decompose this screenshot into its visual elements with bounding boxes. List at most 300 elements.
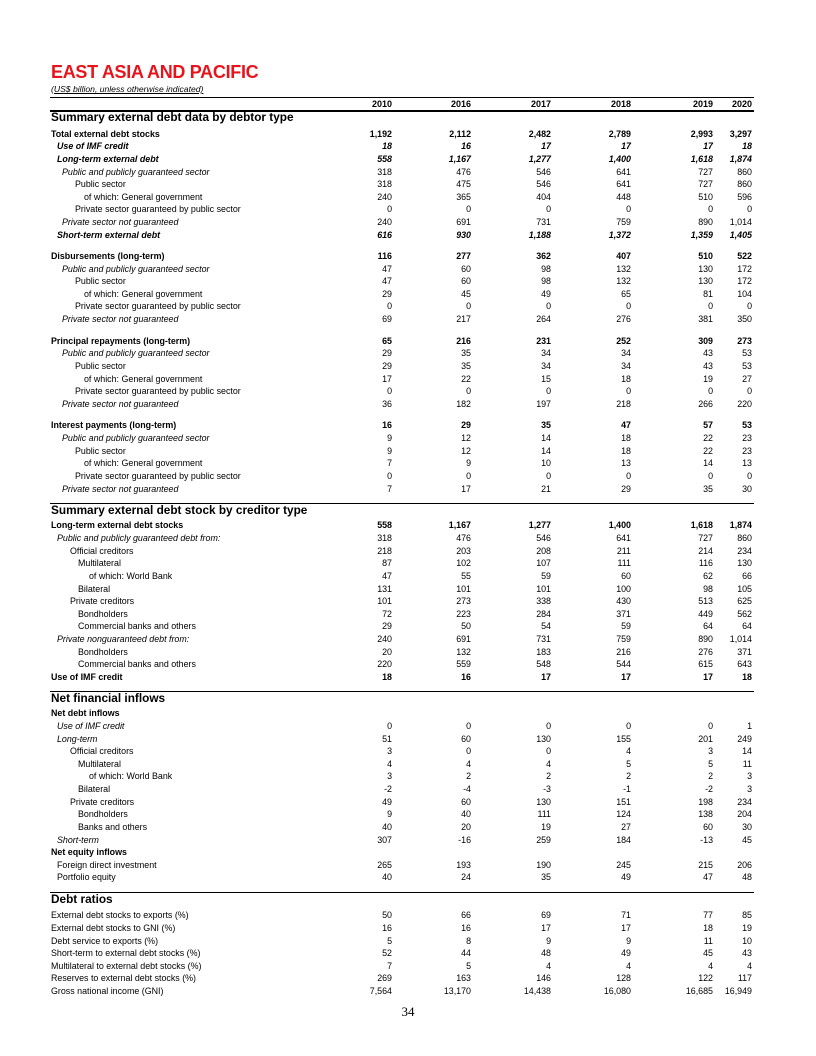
cell-2019: -2 (705, 784, 713, 794)
cell-2017: 546 (536, 167, 551, 177)
cell-2018: 245 (616, 860, 631, 870)
cell-2020: 43 (742, 948, 752, 958)
table-row (0, 250, 816, 262)
cell-2016: 9 (466, 458, 471, 468)
year-col-2016: 2016 (450, 99, 471, 109)
row-label: Short-term (57, 835, 99, 845)
section-heading (0, 505, 816, 517)
row-label: of which: General government (84, 374, 203, 384)
cell-2019: 727 (698, 533, 713, 543)
table-row (0, 470, 816, 482)
cell-2020: 30 (742, 822, 752, 832)
cell-2010: 47 (382, 571, 392, 581)
row-label: Multilateral (78, 759, 121, 769)
table-row (0, 821, 816, 833)
cell-2018: 211 (616, 546, 631, 556)
cell-2018: 155 (616, 734, 631, 744)
cell-2019: 1,618 (690, 154, 713, 164)
cell-2020: 23 (742, 446, 752, 456)
year-col-2018: 2018 (610, 99, 631, 109)
cell-2017: 15 (541, 374, 551, 384)
cell-2010: 87 (382, 558, 392, 568)
row-label: Private sector guaranteed by public sector (75, 301, 241, 311)
cell-2010: 307 (377, 835, 392, 845)
row-label: Official creditors (70, 546, 134, 556)
cell-2010: 3 (387, 746, 392, 756)
cell-2017: -3 (543, 784, 551, 794)
cell-2017: 101 (536, 584, 551, 594)
table-row (0, 229, 816, 241)
cell-2017: 284 (536, 609, 551, 619)
cell-2016: 44 (461, 948, 471, 958)
table-row (0, 720, 816, 732)
cell-2016: 365 (456, 192, 471, 202)
row-label: Long-term external debt stocks (51, 520, 184, 530)
row-label: External debt stocks to GNI (%) (51, 923, 176, 933)
cell-2010: 318 (377, 179, 392, 189)
table-row (0, 419, 816, 431)
cell-2017: 9 (546, 936, 551, 946)
row-label: of which: World Bank (89, 571, 173, 581)
cell-2018: 0 (626, 386, 631, 396)
cell-2010: 131 (377, 584, 392, 594)
cell-2020: 562 (737, 609, 752, 619)
row-label: Official creditors (70, 746, 134, 756)
cell-2019: 1,359 (690, 230, 713, 240)
cell-2019: 198 (698, 797, 713, 807)
table-row (0, 633, 816, 645)
cell-2017: 14,438 (523, 986, 551, 996)
cell-2017: 146 (536, 973, 551, 983)
cell-2019: 43 (703, 361, 713, 371)
cell-2010: 4 (387, 759, 392, 769)
row-label: Private sector guaranteed by public sector (75, 471, 241, 481)
cell-2017: 48 (541, 948, 551, 958)
cell-2020: 18 (742, 672, 752, 682)
row-label: Debt ratios (51, 892, 113, 906)
cell-2018: 4 (626, 961, 631, 971)
cell-2020: 0 (747, 471, 752, 481)
cell-2016: 40 (461, 809, 471, 819)
cell-2017: 0 (546, 471, 551, 481)
cell-2020: 3 (747, 784, 752, 794)
row-label: External debt stocks to exports (%) (51, 910, 189, 920)
cell-2020: 48 (742, 872, 752, 882)
cell-2020: 11 (742, 759, 752, 769)
cell-2018: 100 (616, 584, 631, 594)
cell-2016: 273 (456, 596, 471, 606)
cell-2020: 16,949 (724, 986, 752, 996)
cell-2018: 111 (617, 558, 631, 568)
cell-2010: 49 (382, 797, 392, 807)
cell-2010: 47 (382, 264, 392, 274)
cell-2017: 19 (541, 822, 551, 832)
cell-2017: 546 (536, 179, 551, 189)
table-row (0, 313, 816, 325)
cell-2018: 27 (621, 822, 631, 832)
table-row (0, 140, 816, 152)
cell-2018: 16,080 (603, 986, 631, 996)
cell-2018: 18 (621, 433, 631, 443)
cell-2010: 101 (377, 596, 392, 606)
table-row (0, 398, 816, 410)
cell-2020: 371 (737, 647, 752, 657)
cell-2017: 34 (541, 361, 551, 371)
table-row (0, 583, 816, 595)
cell-2016: 35 (461, 348, 471, 358)
table-row (0, 347, 816, 359)
row-label: Disbursements (long-term) (51, 251, 165, 261)
cell-2018: 407 (616, 251, 631, 261)
cell-2016: 60 (461, 264, 471, 274)
section-heading (0, 894, 816, 906)
cell-2019: 215 (698, 860, 713, 870)
cell-2017: 231 (536, 336, 551, 346)
cell-2018: 0 (626, 721, 631, 731)
cell-2018: 2 (626, 771, 631, 781)
cell-2020: 27 (742, 374, 752, 384)
cell-2017: 4 (546, 961, 551, 971)
cell-2019: 449 (698, 609, 713, 619)
cell-2019: 81 (703, 289, 713, 299)
cell-2017: 197 (536, 399, 551, 409)
cell-2018: 0 (626, 301, 631, 311)
cell-2019: 2 (708, 771, 713, 781)
cell-2018: 128 (616, 973, 631, 983)
row-label: Long-term (57, 734, 98, 744)
cell-2016: 102 (456, 558, 471, 568)
cell-2016: 2 (466, 771, 471, 781)
cell-2020: 53 (742, 361, 752, 371)
cell-2018: 17 (621, 672, 631, 682)
cell-2016: 132 (456, 647, 471, 657)
cell-2018: 371 (616, 609, 631, 619)
cell-2020: 3 (747, 771, 752, 781)
cell-2019: 17 (703, 672, 713, 682)
row-label: of which: General government (84, 192, 203, 202)
cell-2016: 0 (466, 386, 471, 396)
cell-2017: 35 (541, 872, 551, 882)
cell-2020: 53 (742, 420, 752, 430)
cell-2017: 59 (541, 571, 551, 581)
cell-2020: 1,874 (729, 520, 752, 530)
row-label: Interest payments (long-term) (51, 420, 177, 430)
cell-2018: 49 (621, 948, 631, 958)
cell-2019: 77 (703, 910, 713, 920)
cell-2016: 476 (456, 167, 471, 177)
cell-2017: 0 (546, 301, 551, 311)
cell-2020: 249 (737, 734, 752, 744)
table-row (0, 972, 816, 984)
cell-2016: 0 (466, 746, 471, 756)
cell-2017: 34 (541, 348, 551, 358)
cell-2020: 172 (737, 264, 752, 274)
cell-2018: 49 (621, 872, 631, 882)
cell-2019: 130 (698, 276, 713, 286)
cell-2010: 40 (382, 872, 392, 882)
cell-2020: 66 (742, 571, 752, 581)
cell-2018: 0 (626, 204, 631, 214)
cell-2016: 559 (456, 659, 471, 669)
table-row (0, 783, 816, 795)
row-label: Public sector (75, 276, 126, 286)
cell-2016: 29 (461, 420, 471, 430)
cell-2020: 172 (737, 276, 752, 286)
row-label: Debt service to exports (%) (51, 936, 159, 946)
cell-2017: 208 (536, 546, 551, 556)
cell-2016: 12 (461, 446, 471, 456)
cell-2018: 430 (616, 596, 631, 606)
cell-2010: 65 (382, 336, 392, 346)
cell-2016: 60 (461, 797, 471, 807)
cell-2017: 4 (546, 759, 551, 769)
cell-2020: 860 (737, 179, 752, 189)
cell-2019: 16,685 (685, 986, 713, 996)
cell-2016: 22 (461, 374, 471, 384)
table-row (0, 909, 816, 921)
row-label: Public sector (75, 361, 126, 371)
cell-2010: 9 (387, 433, 392, 443)
cell-2020: 117 (737, 973, 752, 983)
cell-2017: 17 (541, 672, 551, 682)
cell-2019: 60 (703, 822, 713, 832)
row-label: Short-term external debt (57, 230, 161, 240)
row-label: Public sector (75, 446, 126, 456)
cell-2018: 132 (616, 264, 631, 274)
cell-2019: 43 (703, 348, 713, 358)
row-label: Use of IMF credit (51, 672, 123, 682)
cell-2019: 57 (703, 420, 713, 430)
cell-2010: 218 (377, 546, 392, 556)
cell-2019: 18 (703, 923, 713, 933)
table-row (0, 808, 816, 820)
row-label: Public sector (75, 179, 126, 189)
cell-2016: 0 (466, 301, 471, 311)
table-row (0, 935, 816, 947)
cell-2017: 1,277 (528, 154, 551, 164)
cell-2019: 138 (698, 809, 713, 819)
cell-2018: 13 (621, 458, 631, 468)
cell-2020: 10 (742, 936, 752, 946)
cell-2016: 182 (456, 399, 471, 409)
year-col-2017: 2017 (530, 99, 551, 109)
header-top-rule (50, 97, 754, 98)
cell-2017: 69 (541, 910, 551, 920)
table-row (0, 859, 816, 871)
table-row (0, 532, 816, 544)
cell-2010: 72 (382, 609, 392, 619)
cell-2019: 3 (708, 746, 713, 756)
cell-2018: 47 (621, 420, 631, 430)
table-row (0, 432, 816, 444)
cell-2010: -2 (384, 784, 392, 794)
cell-2020: 23 (742, 433, 752, 443)
cell-2020: 130 (737, 558, 752, 568)
cell-2018: 448 (616, 192, 631, 202)
cell-2020: 85 (742, 910, 752, 920)
table-row (0, 646, 816, 658)
cell-2018: 641 (616, 167, 631, 177)
cell-2020: 522 (737, 251, 752, 261)
table-row (0, 545, 816, 557)
table-row (0, 457, 816, 469)
cell-2010: 116 (377, 251, 392, 261)
row-label: Bilateral (78, 784, 111, 794)
cell-2010: 18 (382, 141, 392, 151)
row-label: Portfolio equity (57, 872, 116, 882)
cell-2016: 4 (466, 759, 471, 769)
cell-2019: 5 (708, 759, 713, 769)
cell-2017: 183 (536, 647, 551, 657)
row-label: Public and publicly guaranteed sector (62, 433, 210, 443)
cell-2017: 0 (546, 721, 551, 731)
cell-2016: 5 (466, 961, 471, 971)
cell-2016: 16 (461, 672, 471, 682)
row-label: Long-term external debt (57, 154, 159, 164)
cell-2016: 1,167 (448, 154, 471, 164)
cell-2017: 264 (536, 314, 551, 324)
cell-2010: 269 (377, 973, 392, 983)
table-row (0, 216, 816, 228)
table-row (0, 947, 816, 959)
cell-2017: 0 (546, 204, 551, 214)
cell-2017: 0 (546, 746, 551, 756)
cell-2019: 309 (698, 336, 713, 346)
cell-2010: 240 (377, 217, 392, 227)
cell-2018: 184 (616, 835, 631, 845)
row-label: Bondholders (78, 647, 128, 657)
cell-2019: 0 (708, 386, 713, 396)
cell-2020: 45 (742, 835, 752, 845)
cell-2010: 50 (382, 910, 392, 920)
cell-2016: 475 (456, 179, 471, 189)
cell-2019: 890 (698, 217, 713, 227)
cell-2020: 1,405 (729, 230, 752, 240)
cell-2020: 18 (742, 141, 752, 151)
cell-2020: 860 (737, 533, 752, 543)
table-row (0, 166, 816, 178)
cell-2017: 190 (536, 860, 551, 870)
cell-2010: 20 (382, 647, 392, 657)
row-label: Private sector guaranteed by public sector (75, 386, 241, 396)
cell-2018: 5 (626, 759, 631, 769)
cell-2010: 0 (387, 471, 392, 481)
table-row (0, 178, 816, 190)
cell-2019: 22 (703, 446, 713, 456)
cell-2017: 98 (541, 276, 551, 286)
row-label: Net debt inflows (51, 708, 120, 718)
cell-2018: 34 (621, 348, 631, 358)
cell-2019: 19 (703, 374, 713, 384)
cell-2019: 510 (698, 251, 713, 261)
cell-2017: 546 (536, 533, 551, 543)
cell-2010: 29 (382, 621, 392, 631)
cell-2016: 930 (456, 230, 471, 240)
cell-2019: 47 (703, 872, 713, 882)
cell-2019: 214 (698, 546, 713, 556)
cell-2018: 18 (621, 446, 631, 456)
row-label: Private sector not guaranteed (62, 399, 179, 409)
cell-2016: 0 (466, 721, 471, 731)
cell-2010: 220 (377, 659, 392, 669)
page-subtitle: (US$ billion, unless otherwise indicated) (51, 84, 204, 94)
cell-2016: 66 (461, 910, 471, 920)
cell-2010: 5 (387, 936, 392, 946)
cell-2018: 759 (616, 217, 631, 227)
table-row (0, 191, 816, 203)
cell-2018: 71 (621, 910, 631, 920)
cell-2020: 104 (737, 289, 752, 299)
table-row (0, 608, 816, 620)
cell-2019: 98 (703, 584, 713, 594)
row-label: Private sector guaranteed by public sector (75, 204, 241, 214)
row-label: Multilateral to external debt stocks (%) (51, 961, 202, 971)
cell-2020: 1 (747, 721, 752, 731)
cell-2017: 1,188 (528, 230, 551, 240)
cell-2010: 240 (377, 192, 392, 202)
cell-2010: 265 (377, 860, 392, 870)
cell-2018: 759 (616, 634, 631, 644)
cell-2017: 548 (536, 659, 551, 669)
cell-2019: 0 (708, 721, 713, 731)
cell-2019: 1,618 (690, 520, 713, 530)
cell-2016: 691 (456, 634, 471, 644)
table-row (0, 620, 816, 632)
cell-2018: 2,789 (608, 129, 631, 139)
cell-2017: 130 (536, 797, 551, 807)
row-label: Bondholders (78, 809, 128, 819)
cell-2018: 29 (621, 484, 631, 494)
table-row (0, 288, 816, 300)
row-label: Private sector not guaranteed (62, 217, 179, 227)
row-label: Summary external debt stock by creditor type (51, 503, 308, 517)
row-label: Private creditors (70, 797, 135, 807)
table-row (0, 733, 816, 745)
cell-2016: 60 (461, 276, 471, 286)
cell-2016: 24 (461, 872, 471, 882)
cell-2010: 29 (382, 361, 392, 371)
table-row (0, 263, 816, 275)
cell-2010: 558 (377, 154, 392, 164)
page-number: 34 (401, 1004, 415, 1019)
cell-2019: 130 (698, 264, 713, 274)
cell-2018: 276 (616, 314, 631, 324)
cell-2017: 1,277 (528, 520, 551, 530)
table-row (0, 203, 816, 215)
cell-2017: 21 (541, 484, 551, 494)
cell-2019: 11 (703, 936, 713, 946)
row-label: Private sector not guaranteed (62, 314, 179, 324)
cell-2016: 45 (461, 289, 471, 299)
cell-2020: 53 (742, 348, 752, 358)
cell-2018: 60 (621, 571, 631, 581)
row-label: Public and publicly guaranteed sector (62, 167, 210, 177)
cell-2010: 240 (377, 634, 392, 644)
table-row (0, 300, 816, 312)
cell-2016: 217 (456, 314, 471, 324)
row-label: Public and publicly guaranteed debt from: (57, 533, 221, 543)
cell-2019: 276 (698, 647, 713, 657)
cell-2018: 216 (616, 647, 631, 657)
row-label: Public and publicly guaranteed sector (62, 264, 210, 274)
cell-2010: 40 (382, 822, 392, 832)
cell-2016: 1,167 (448, 520, 471, 530)
cell-2018: 1,400 (608, 154, 631, 164)
cell-2010: 9 (387, 446, 392, 456)
table-row (0, 570, 816, 582)
cell-2017: 54 (541, 621, 551, 631)
cell-2010: 16 (382, 923, 392, 933)
